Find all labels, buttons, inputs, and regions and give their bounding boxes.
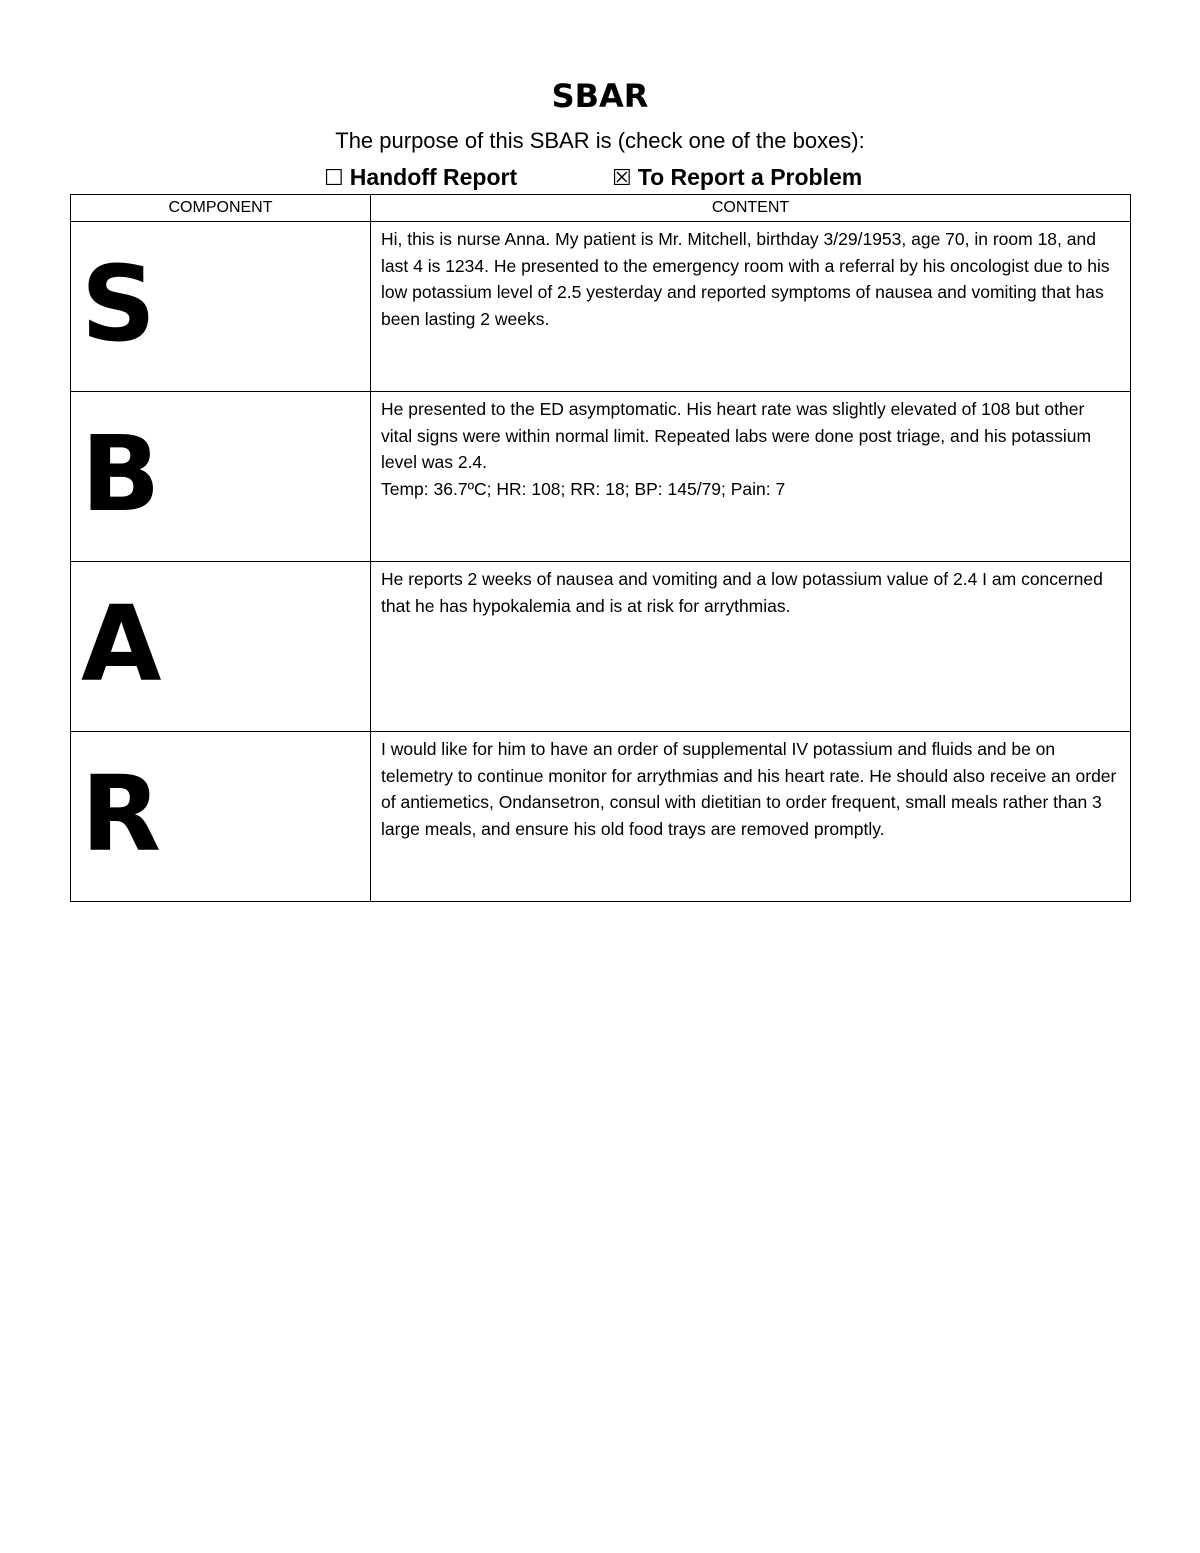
table-row-situation — [71, 222, 1131, 392]
component-cell — [71, 392, 371, 562]
table-row-assessment — [71, 562, 1131, 732]
table-row-recommendation — [71, 732, 1131, 902]
situation-text: Hi, this is nurse Anna. My patient is Mr. Mitchell, birthday 3/29/1953, age 70, in room 18, and last 4 is 1234. He presented to the emergency room with a referral by his oncologist due to his low potassium level of 2.5 yesterday and reported symptoms of nausea and vomiting that has been lasting 2 weeks. — [381, 229, 1110, 329]
header-component: COMPONENT — [71, 195, 371, 222]
background-block — [371, 392, 1130, 502]
background-text: He presented to the ED asymptomatic. His heart rate was slightly elevated of 108 but other vital signs were within normal limit. Repeated labs were done post triage, and his potassium level was 2.4. — [381, 399, 1092, 472]
header-content: CONTENT — [371, 195, 1131, 222]
unchecked-checkbox-icon[interactable]: ☐ — [324, 166, 344, 191]
component-letter: A — [81, 583, 162, 705]
component-cell — [71, 222, 371, 392]
component-cell — [71, 562, 371, 732]
content-cell — [371, 222, 1131, 392]
option-label: To Report a Problem — [637, 164, 863, 190]
component-letter: B — [81, 413, 161, 535]
option-report-problem[interactable] — [612, 160, 862, 196]
purpose-options — [0, 160, 1200, 194]
table-row-background — [71, 392, 1131, 562]
vital-signs-text: Temp: 36.7ºC; HR: 108; RR: 18; BP: 145/79; Pain: 7 — [381, 478, 786, 499]
component-letter: R — [81, 753, 162, 875]
component-cell — [71, 732, 371, 902]
sbar-table — [70, 194, 1131, 902]
option-handoff-report[interactable] — [324, 160, 517, 196]
purpose-prompt: The purpose of this SBAR is (check one of the boxes): — [335, 128, 865, 153]
page-title: SBAR — [551, 77, 649, 115]
content-cell — [371, 392, 1131, 562]
recommendation-text: I would like for him to have an order of supplemental IV potassium and fluids and be on telemetry to continue monitor for arrythmias and his heart rate. He should also receive an order of antiemetics, Ondansetron, consul with dietitian to order frequent, small meals rather than 3 large meals, and ensure his old food trays are removed promptly. — [381, 739, 1117, 839]
component-letter: S — [81, 243, 156, 365]
checked-checkbox-icon[interactable]: ☒ — [612, 166, 632, 191]
content-cell — [371, 732, 1131, 902]
table-header-row — [71, 195, 1131, 222]
content-cell — [371, 562, 1131, 732]
option-label: Handoff Report — [349, 164, 518, 190]
assessment-text: He reports 2 weeks of nausea and vomiting and a low potassium value of 2.4 I am concerned that he has hypokalemia and is at risk for arrythmias. — [381, 569, 1103, 616]
